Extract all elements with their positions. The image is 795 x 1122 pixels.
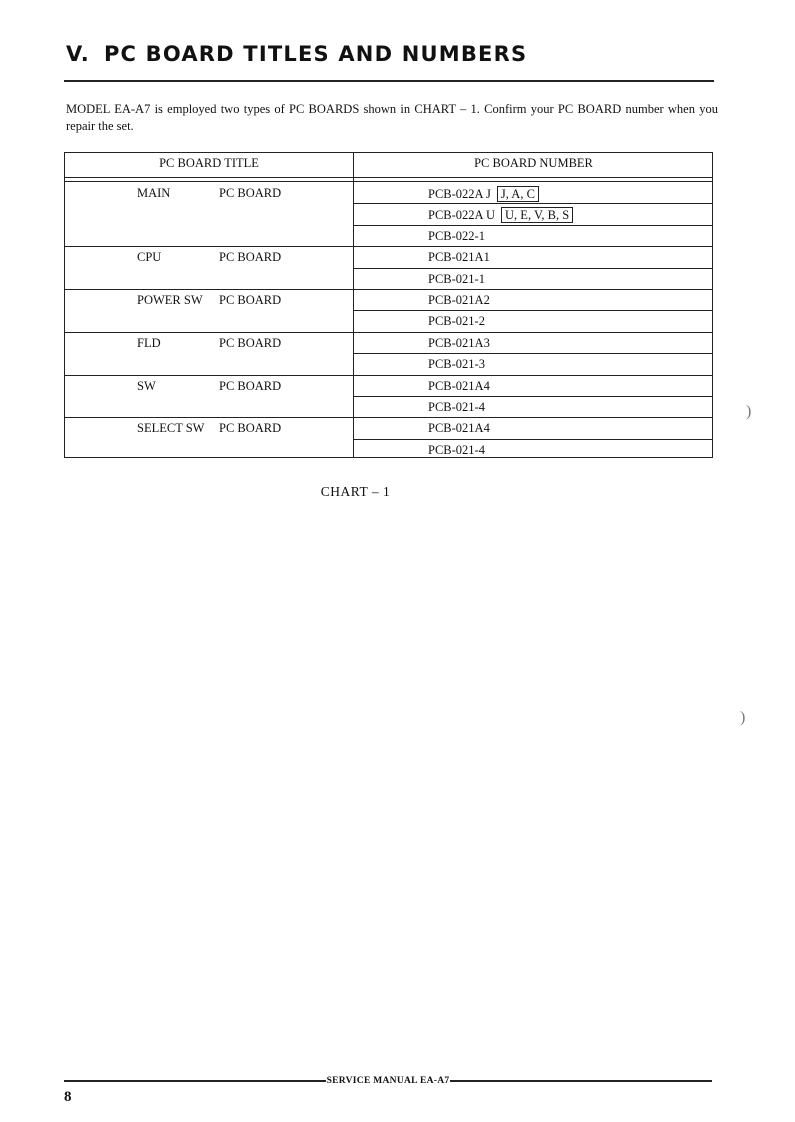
board-number-cell: [428, 357, 485, 372]
board-type: PC BOARD: [219, 335, 282, 350]
board-number-cell: [428, 272, 485, 287]
intro-paragraph: MODEL EA-A7 is employed two types of PC BOARDS shown in CHART – 1. Confirm your PC BOARD number when you repair the set.: [66, 102, 718, 133]
section-heading: [66, 42, 527, 66]
row-rule: [65, 289, 712, 290]
board-number: PCB-021A1: [428, 250, 490, 265]
column-divider: [353, 153, 354, 457]
board-type: PC BOARD: [219, 421, 282, 436]
row-rule: [65, 332, 712, 333]
board-number: PCB-021-3: [428, 357, 485, 372]
board-number: PCB-021-4: [428, 442, 485, 457]
board-number-cell: [428, 207, 573, 223]
board-number-cell: [428, 229, 485, 244]
pc-board-chart: [64, 152, 713, 458]
board-name: MAIN: [137, 186, 171, 200]
board-type: PC BOARD: [219, 186, 282, 200]
chart-caption: CHART – 1: [320, 484, 391, 499]
board-number: PCB-022A U: [428, 208, 496, 223]
board-number-cell: [428, 186, 539, 202]
board-number-cell: [428, 443, 485, 458]
section-numeral: V.: [66, 42, 90, 66]
board-name: FLD: [137, 335, 161, 350]
sub-row-rule: [353, 353, 712, 354]
margin-mark: ): [746, 403, 752, 420]
board-number-cell: [428, 250, 490, 265]
board-number: PCB-021A4: [428, 421, 490, 436]
sub-row-rule: [353, 396, 712, 397]
destination-code-box: J, A, C: [497, 186, 539, 202]
header-pc-board-number: PC BOARD NUMBER: [474, 156, 593, 170]
page-number: 8: [64, 1089, 72, 1105]
sub-row-rule: [353, 439, 712, 440]
board-number: PCB-022A J: [428, 187, 491, 201]
board-number: PCB-021-1: [428, 271, 485, 286]
sub-row-rule: [353, 268, 712, 269]
header-double-rule: [65, 177, 712, 182]
board-number: PCB-021-4: [428, 400, 485, 414]
row-rule: [65, 246, 712, 247]
board-number-cell: [428, 293, 490, 308]
footer-rule-left: [64, 1080, 326, 1082]
board-name: POWER SW: [137, 293, 203, 307]
board-type: PC BOARD: [219, 378, 282, 393]
footer-title: SERVICE MANUAL EA-A7: [326, 1076, 450, 1086]
board-number: PCB-022-1: [428, 228, 485, 243]
board-number: PCB-021A2: [428, 293, 490, 307]
board-type: PC BOARD: [219, 293, 282, 307]
section-title: PC BOARD TITLES AND NUMBERS: [103, 42, 528, 66]
board-name: SELECT SW: [137, 421, 205, 436]
sub-row-rule: [353, 203, 712, 204]
heading-rule: [64, 80, 714, 82]
sub-row-rule: [353, 225, 712, 226]
sub-row-rule: [353, 310, 712, 311]
board-name: CPU: [137, 250, 162, 265]
row-rule: [65, 417, 712, 418]
footer-rule-right: [450, 1080, 712, 1082]
board-number: PCB-021A3: [428, 335, 490, 350]
board-number: PCB-021-2: [428, 314, 485, 329]
board-number: PCB-021A4: [428, 378, 490, 393]
board-type: PC BOARD: [219, 250, 282, 265]
board-number-cell: [428, 379, 490, 394]
destination-code-box: U, E, V, B, S: [501, 207, 573, 223]
board-number-cell: [428, 336, 490, 351]
board-number-cell: [428, 400, 485, 415]
page-footer: [64, 1073, 712, 1089]
board-name: SW: [137, 378, 156, 393]
header-pc-board-title: PC BOARD TITLE: [159, 156, 259, 170]
margin-mark: ): [740, 709, 746, 726]
row-rule: [65, 375, 712, 376]
board-number-cell: [428, 421, 490, 436]
board-number-cell: [428, 314, 485, 329]
